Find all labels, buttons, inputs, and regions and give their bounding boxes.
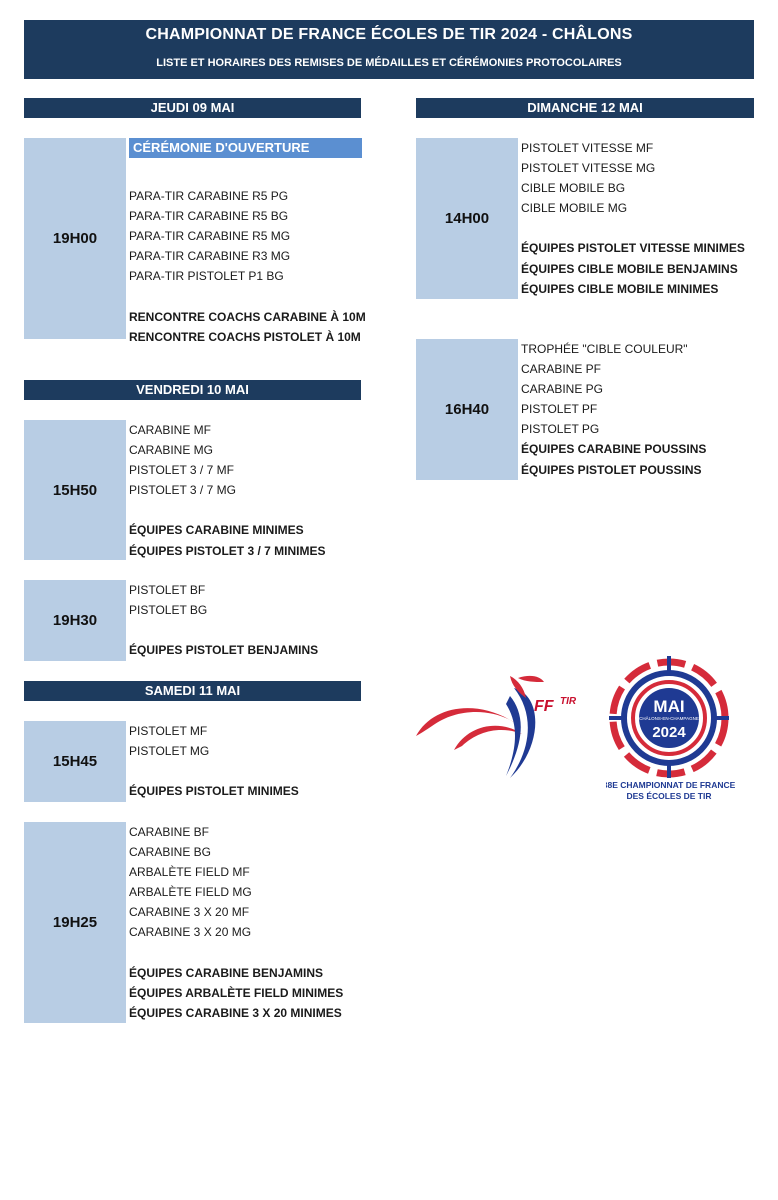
list-item: CARABINE BG: [129, 845, 212, 860]
slot-samedi-1925: [24, 822, 361, 1023]
list-item: CARABINE PG: [521, 382, 604, 397]
page-title: CHAMPIONNAT DE FRANCE ÉCOLES DE TIR 2024 - CHÂLONS: [145, 26, 633, 43]
slot-vendredi-1930: [24, 580, 361, 661]
target-badge-icon: [606, 654, 736, 806]
slot-time: 15H45: [24, 721, 126, 802]
fftir-ff-text: FF: [534, 698, 554, 715]
slot-jeudi-1900: [24, 138, 366, 344]
list-item: ARBALÈTE FIELD MF: [129, 865, 250, 880]
slot-items: [129, 420, 326, 561]
slot-time: 14H00: [416, 138, 518, 299]
day-header-samedi: SAMEDI 11 MAI: [24, 681, 361, 701]
list-item: ARBALÈTE FIELD MG: [129, 885, 252, 900]
list-item: PISTOLET BF: [129, 583, 206, 597]
list-item-bold: ÉQUIPES CIBLE MOBILE BENJAMINS: [521, 261, 738, 276]
day-header-dimanche: DIMANCHE 12 MAI: [416, 98, 754, 118]
slot-vendredi-1550: [24, 420, 361, 560]
list-item: PISTOLET VITESSE MF: [521, 141, 654, 155]
list-item: PISTOLET MG: [129, 744, 210, 759]
badge-month: MAI: [653, 697, 685, 716]
list-item-bold: ÉQUIPES CIBLE MOBILE MINIMES: [521, 281, 719, 296]
list-item: PISTOLET BG: [129, 603, 208, 618]
day-header-vendredi: VENDREDI 10 MAI: [24, 380, 361, 400]
list-item: CARABINE 3 X 20 MG: [129, 925, 252, 940]
list-item-bold: ÉQUIPES CARABINE MINIMES: [129, 523, 304, 538]
list-item: PISTOLET 3 / 7 MG: [129, 483, 236, 498]
slot-items: [521, 138, 745, 299]
list-item-bold: ÉQUIPES PISTOLET VITESSE MINIMES: [521, 241, 745, 256]
list-item: CARABINE PF: [521, 362, 602, 377]
badge-city: CHÂLONS-EN-CHAMPAGNE: [639, 716, 699, 721]
list-item-bold: ÉQUIPES PISTOLET MINIMES: [129, 784, 299, 799]
list-item: PISTOLET PF: [521, 402, 598, 417]
badge-year: 2024: [652, 724, 686, 741]
championship-badge: [606, 654, 736, 806]
list-item-bold: ÉQUIPES CARABINE 3 X 20 MINIMES: [129, 1005, 342, 1020]
list-item-bold: ÉQUIPES CARABINE POUSSINS: [521, 442, 707, 457]
list-item-bold: ÉQUIPES ARBALÈTE FIELD MINIMES: [129, 985, 344, 1000]
slot-items: [129, 822, 343, 1023]
rooster-icon: [414, 668, 594, 783]
list-item: PARA-TIR CARABINE R5 BG: [129, 209, 289, 224]
slot-samedi-1545: [24, 721, 361, 802]
list-item: PARA-TIR CARABINE R5 PG: [129, 189, 289, 203]
slot-dimanche-1400: [416, 138, 754, 299]
badge-caption-line2: DES ÉCOLES DE TIR: [626, 791, 712, 801]
list-item: CARABINE BF: [129, 825, 210, 839]
list-item: CIBLE MOBILE BG: [521, 181, 626, 196]
slot-time: 19H00: [24, 138, 126, 339]
list-item: CARABINE MF: [129, 423, 212, 437]
list-item-bold: ÉQUIPES PISTOLET POUSSINS: [521, 462, 702, 477]
fftir-logo: [414, 668, 594, 783]
list-item-bold: ÉQUIPES PISTOLET BENJAMINS: [129, 643, 319, 658]
slot-time: 19H30: [24, 580, 126, 661]
slot-items: [521, 339, 706, 480]
list-item: PARA-TIR CARABINE R5 MG: [129, 229, 291, 244]
list-item: PARA-TIR CARABINE R3 MG: [129, 249, 291, 264]
badge-caption-line1: 38E CHAMPIONNAT DE FRANCE: [606, 780, 736, 790]
slot-dimanche-1640: [416, 339, 754, 480]
list-item: PISTOLET 3 / 7 MF: [129, 463, 234, 478]
ceremony-label: CÉRÉMONIE D'OUVERTURE: [129, 138, 362, 158]
day-header-jeudi: JEUDI 09 MAI: [24, 98, 361, 118]
list-item: CIBLE MOBILE MG: [521, 201, 628, 216]
list-item-bold: RENCONTRE COACHS CARABINE À 10M: [129, 309, 366, 324]
list-item-bold: ÉQUIPES PISTOLET 3 / 7 MINIMES: [129, 543, 326, 558]
list-item: PISTOLET VITESSE MG: [521, 161, 656, 176]
slot-time: 16H40: [416, 339, 518, 480]
list-item: CARABINE 3 X 20 MF: [129, 905, 250, 920]
fftir-tir-text: TIR: [560, 696, 577, 707]
list-item: CARABINE MG: [129, 443, 214, 458]
list-item: PISTOLET MF: [129, 724, 208, 738]
page-header: [24, 20, 754, 79]
page-subtitle: LISTE ET HORAIRES DES REMISES DE MÉDAILLES ET CÉRÉMONIES PROTOCOLAIRES: [156, 57, 622, 69]
list-item: PISTOLET PG: [521, 422, 600, 437]
slot-items: [129, 580, 318, 660]
slot-time: 19H25: [24, 822, 126, 1023]
list-item-bold: RENCONTRE COACHS PISTOLET À 10M: [129, 329, 361, 344]
list-item: PARA-TIR PISTOLET P1 BG: [129, 269, 284, 284]
list-item-bold: ÉQUIPES CARABINE BENJAMINS: [129, 965, 324, 980]
slot-items: [129, 721, 299, 801]
list-item: TROPHÉE "CIBLE COULEUR": [521, 342, 688, 356]
slot-time: 15H50: [24, 420, 126, 560]
slot-items: [129, 138, 366, 347]
